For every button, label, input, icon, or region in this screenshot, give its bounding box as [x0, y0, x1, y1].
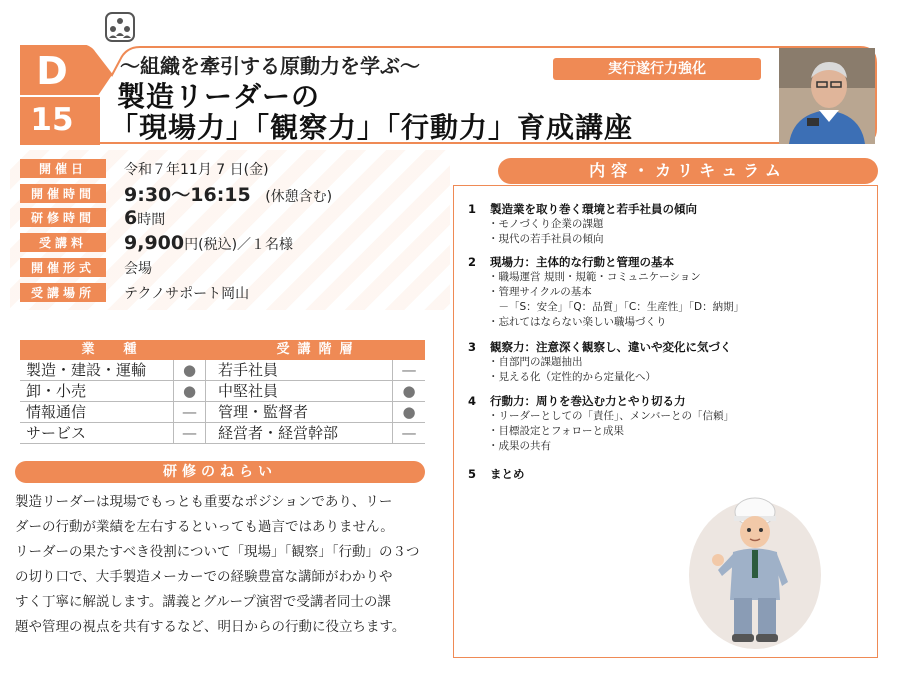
subtitle: ～組織を牽引する原動力を学ぶ～ — [120, 54, 420, 78]
info-row-date — [20, 158, 269, 179]
curriculum-section — [468, 466, 525, 482]
section-title: 現場力：主体的な行動と管理の基本 — [490, 255, 674, 269]
category-tag: 実行遂行力強化 — [553, 58, 761, 80]
info-row-time — [20, 183, 332, 204]
info-note: 時間 — [137, 211, 166, 228]
info-row-fee — [20, 232, 293, 253]
industry-cell: 製造・建設・運輸 — [20, 360, 174, 380]
curriculum-section — [468, 339, 732, 385]
section-title: 行動力：周りを巻込む力とやり切る力 — [490, 394, 686, 408]
industry-cell: 卸・小売 — [20, 381, 174, 401]
section-title: 観察力：注意深く観察し、違いや変化に気づく — [490, 340, 732, 354]
aim-line: の切り口で、大手製造メーカーでの経験豊富な講師がわかりや — [15, 569, 393, 585]
group-people-icon — [105, 12, 135, 42]
industry-mark: ● — [174, 381, 206, 401]
section-item: ・自部門の課題抽出 — [488, 356, 583, 368]
aim-line: 製造リーダーは現場でもっとも重要なポジションであり、リー — [15, 494, 393, 510]
section-item: ・職場運営 規則・規範・コミュニケーション — [488, 271, 701, 283]
aim-body — [15, 490, 430, 640]
table-head-level: 受講階層 — [212, 340, 425, 360]
info-label: 受講場所 — [20, 283, 106, 302]
industry-mark: — — [174, 423, 206, 443]
info-row-format — [20, 257, 152, 278]
info-value: 9,900 — [124, 231, 185, 254]
industry-mark: ● — [174, 360, 206, 380]
info-row-duration — [20, 207, 165, 228]
info-label: 受講料 — [20, 233, 106, 252]
aim-line: ダーの行動が業績を左右するといっても過言ではありません。 — [15, 519, 394, 535]
section-item: ・現代の若手社員の傾向 — [488, 233, 604, 245]
aim-line: すく丁寧に解説します。講義とグループ演習で受講者同士の課 — [15, 594, 391, 610]
aim-line: 題や管理の視点を共有するなど、明日からの行動に役立ちます。 — [15, 619, 406, 635]
level-mark: — — [401, 424, 417, 442]
info-label: 開催日 — [20, 159, 106, 178]
section-item: ・目標設定とフォローと成果 — [488, 425, 624, 437]
level-mark: ● — [402, 403, 416, 421]
info-value: 会場 — [124, 260, 152, 277]
level-mark: ● — [402, 382, 416, 400]
info-value: 令和７年11月 7 日(金) — [124, 161, 269, 178]
info-value: テクノサポート岡山 — [124, 285, 250, 302]
table-row — [20, 381, 425, 402]
table-row — [20, 402, 425, 423]
section-item: ・成果の共有 — [488, 440, 551, 452]
table-head-industry: 業 種 — [20, 340, 206, 360]
table-row — [20, 423, 425, 444]
level-mark: — — [401, 361, 417, 379]
info-value: 6 — [124, 206, 138, 229]
curriculum-section — [468, 254, 744, 330]
section-number: 2 — [468, 255, 477, 269]
aim-heading: 研修のねらい — [15, 461, 425, 483]
section-number: 4 — [468, 394, 477, 408]
level-cell: 若手社員 — [212, 360, 393, 380]
section-item: ・モノづくり企業の課題 — [488, 218, 604, 230]
info-label: 研修時間 — [20, 208, 106, 227]
industry-cell: 情報通信 — [20, 402, 174, 422]
info-value: 9:30～16:15 — [124, 184, 251, 206]
level-cell: 中堅社員 — [212, 381, 393, 401]
level-cell: 経営者・経営幹部 — [212, 423, 393, 443]
curriculum-section — [468, 201, 697, 247]
section-item: －「S：安全」「Q：品質」「C：生産性」「D：納期」 — [488, 301, 745, 313]
section-item: ・忘れてはならない楽しい職場づくり — [488, 316, 667, 328]
curriculum-heading: 内容・カリキュラム — [498, 158, 878, 184]
course-code-letter: D — [36, 49, 68, 93]
info-label: 開催時間 — [20, 184, 106, 203]
aim-line: リーダーの果たすべき役割について「現場」「観察」「行動」の３つ — [15, 544, 420, 560]
instructor-photo — [779, 48, 875, 144]
title-line-2: 「現場力」「観察力」「行動力」育成講座 — [110, 111, 634, 144]
info-label: 開催形式 — [20, 258, 106, 277]
worker-illustration — [688, 490, 823, 650]
section-item: ・管理サイクルの基本 — [488, 286, 592, 298]
section-item: ・リーダーとしての「責任」、メンバーとの「信頼」 — [488, 410, 735, 422]
industry-mark: — — [174, 402, 206, 422]
info-note: 円(税込)／１名様 — [184, 236, 294, 253]
section-number: 1 — [468, 202, 477, 216]
section-number: 3 — [468, 340, 477, 354]
course-code-number: 15 — [30, 102, 74, 138]
section-number: 5 — [468, 467, 477, 481]
table-row — [20, 360, 425, 381]
info-note: (休憩含む) — [265, 189, 333, 205]
industry-cell: サービス — [20, 423, 174, 443]
target-table — [20, 340, 425, 444]
info-row-venue — [20, 282, 249, 303]
section-title: 製造業を取り巻く環境と若手社員の傾向 — [490, 202, 697, 216]
title-line-1: 製造リーダーの — [117, 80, 321, 113]
section-item: ・見える化（定性的から定量化へ） — [488, 371, 656, 383]
curriculum-section — [468, 393, 734, 454]
section-title: まとめ — [490, 467, 525, 481]
level-cell: 管理・監督者 — [212, 402, 393, 422]
